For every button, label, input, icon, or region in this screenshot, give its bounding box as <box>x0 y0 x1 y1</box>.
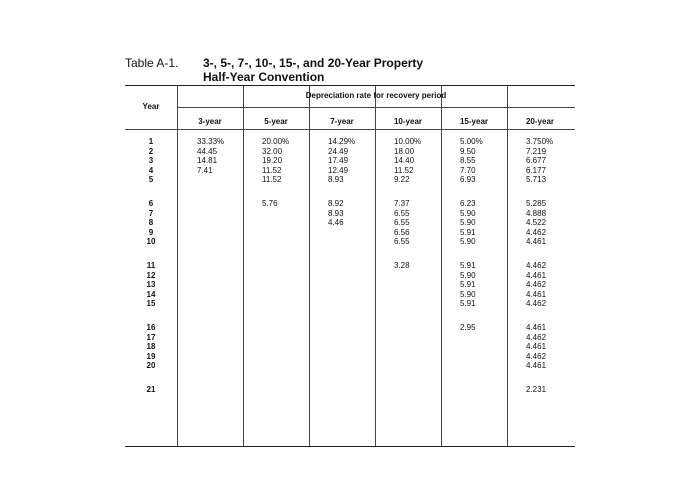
rate-cell: 4.462 <box>526 351 547 361</box>
rate-cell: 5.76 <box>262 199 278 208</box>
rate-cell: 6.177 <box>526 165 547 175</box>
rate-cell: 2.231 <box>526 385 547 394</box>
rate-cell: 7.70 <box>460 165 476 175</box>
rate-cell: 4.522 <box>526 218 547 228</box>
rate-cell: 6.55 <box>394 208 410 218</box>
rate-cell: 33.33% <box>197 137 225 146</box>
year-label: 3 <box>148 156 154 166</box>
rate-cell: 4.462 <box>526 280 547 290</box>
rate-cell: 17.49 <box>328 156 349 166</box>
rate-cell: 5.90 <box>460 218 476 228</box>
year-label: 17 <box>146 332 156 342</box>
rate-cell: 5.90 <box>460 237 476 247</box>
rate-cell: 5.713 <box>526 175 547 185</box>
column-divider <box>441 86 442 446</box>
rate-cell: 5.285 <box>526 199 547 208</box>
rate-cell: 5.90 <box>460 289 476 299</box>
rate-cell: 5.91 <box>460 299 476 309</box>
column-divider <box>507 86 508 446</box>
rate-cell: 7.219 <box>526 146 547 156</box>
rate-cell: 20.00% <box>262 137 290 146</box>
rate-cell: 12.49 <box>328 165 349 175</box>
rate-cell: 9.22 <box>394 175 410 185</box>
year-label: 18 <box>146 342 156 352</box>
rate-cell: 4.461 <box>526 361 547 371</box>
rate-cell: 6.55 <box>394 237 410 247</box>
year-label: 2 <box>148 146 154 156</box>
column-divider <box>243 86 244 446</box>
rate-cell: 10.00% <box>394 137 422 146</box>
rate-cell: 32.00 <box>262 146 283 156</box>
rate-cell: 4.462 <box>526 299 547 309</box>
year-label: 7 <box>148 208 154 218</box>
rate-cell: 3.28 <box>394 261 410 270</box>
rate-cell: 11.52 <box>394 165 414 175</box>
caption-label: Table A-1. <box>125 56 179 70</box>
year-label: 14 <box>146 289 156 299</box>
rate-cell: 5.00% <box>460 137 483 146</box>
rate-cell: 4.462 <box>526 227 547 237</box>
column-header-10-year: 10-year <box>393 117 423 126</box>
year-label: 12 <box>146 270 156 280</box>
year-label: 13 <box>146 280 156 290</box>
column-divider <box>375 86 376 446</box>
column-header-5-year: 5-year <box>264 117 288 126</box>
depreciation-table <box>125 85 575 447</box>
header-bottom-rule <box>125 129 575 130</box>
year-label: 15 <box>146 299 156 309</box>
rate-cell: 5.91 <box>460 261 476 270</box>
rate-cell: 5.90 <box>460 270 476 280</box>
rate-cell: 7.41 <box>197 165 213 175</box>
rate-cell: 2.95 <box>460 323 476 332</box>
rate-cell: 44.45 <box>197 146 218 156</box>
year-label: 4 <box>148 165 154 175</box>
year-label: 21 <box>146 385 156 394</box>
rate-cell: 5.91 <box>460 280 476 290</box>
rate-cell: 5.90 <box>460 208 476 218</box>
rate-cell: 6.23 <box>460 199 476 208</box>
rate-cell: 8.92 <box>328 199 344 208</box>
rate-cell: 4.461 <box>526 289 547 299</box>
rate-cell: 4.46 <box>328 218 344 228</box>
year-label: 6 <box>148 199 154 208</box>
rate-cell: 4.462 <box>526 332 547 342</box>
column-header-15-year: 15-year <box>459 117 489 126</box>
rate-cell: 14.29% <box>328 137 356 146</box>
rate-cell: 24.49 <box>328 146 349 156</box>
year-label: 19 <box>146 351 156 361</box>
caption-title-line-1: 3-, 5-, 7-, 10-, 15-, and 20-Year Property <box>203 56 424 70</box>
rate-cell: 4.461 <box>526 342 547 352</box>
rate-cell: 6.55 <box>394 218 410 228</box>
header-divider <box>177 107 575 108</box>
column-divider <box>177 86 178 446</box>
rate-cell: 4.461 <box>526 270 547 280</box>
rate-cell: 11.52 <box>262 175 282 185</box>
rate-cell: 7.37 <box>394 199 410 208</box>
rate-cell: 4.888 <box>526 208 547 218</box>
year-label: 16 <box>146 323 156 332</box>
column-divider <box>309 86 310 446</box>
rate-cell: 8.93 <box>328 175 344 185</box>
year-label: 9 <box>148 227 154 237</box>
year-label: 11 <box>146 261 156 270</box>
caption-title <box>203 56 423 84</box>
rate-cell: 11.52 <box>262 165 282 175</box>
rate-cell: 5.91 <box>460 227 476 237</box>
year-label: 10 <box>146 237 156 247</box>
year-label: 1 <box>148 137 154 146</box>
rate-cell: 6.56 <box>394 227 410 237</box>
rate-cell: 3.750% <box>526 137 554 146</box>
rate-cell: 18.00 <box>394 146 415 156</box>
rate-cell: 9.50 <box>460 146 476 156</box>
rate-cell: 8.55 <box>460 156 476 166</box>
rate-cell: 4.461 <box>526 237 547 247</box>
column-header-7-year: 7-year <box>330 117 354 126</box>
caption-title-line-2: Half-Year Convention <box>203 70 325 84</box>
rate-cell: 6.93 <box>460 175 476 185</box>
rate-cell: 4.461 <box>526 323 547 332</box>
column-header-3-year: 3-year <box>198 117 222 126</box>
column-header-20-year: 20-year <box>525 117 555 126</box>
year-header: Year <box>142 102 160 111</box>
rate-cell: 19.20 <box>262 156 283 166</box>
rate-cell: 4.462 <box>526 261 547 270</box>
rate-cell: 14.81 <box>197 156 218 166</box>
rate-cell: 8.93 <box>328 208 344 218</box>
year-label: 5 <box>148 175 154 185</box>
recovery-period-header: Depreciation rate for recovery period <box>305 91 447 100</box>
rate-cell: 6.677 <box>526 156 547 166</box>
year-label: 20 <box>146 361 156 371</box>
year-label: 8 <box>148 218 154 228</box>
rate-cell: 14.40 <box>394 156 415 166</box>
